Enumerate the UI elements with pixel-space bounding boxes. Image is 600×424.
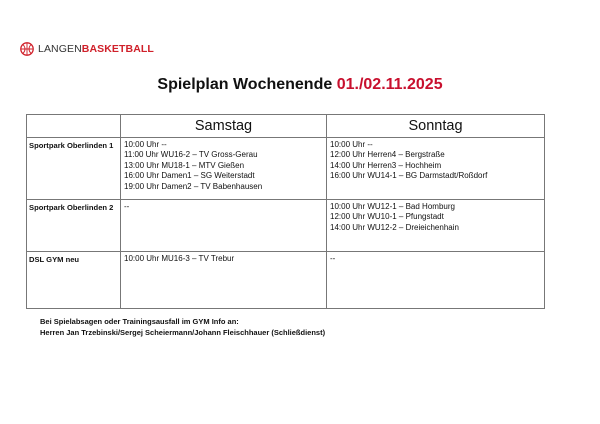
game-entry: 11:00 Uhr WU16-2 – TV Gross-Gerau bbox=[124, 150, 258, 160]
header-sonntag: Sonntag bbox=[327, 115, 545, 138]
game-entry: -- bbox=[124, 202, 130, 211]
game-entry: 10:00 Uhr -- bbox=[124, 140, 167, 149]
game-entry: 16:00 Uhr WU14-1 – BG Darmstadt/Roßdorf bbox=[330, 171, 488, 181]
title-date: 01./02.11.2025 bbox=[336, 76, 443, 93]
title-text: Spielplan Wochenende bbox=[157, 76, 337, 93]
footer-note bbox=[40, 316, 325, 338]
game-entry: 10:00 Uhr MU16-3 – TV Trebur bbox=[124, 254, 235, 263]
venue-cell: Sportpark Oberlinden 1 bbox=[27, 138, 121, 200]
table-row bbox=[27, 138, 545, 200]
game-entry: 16:00 Uhr Damen1 – SG Weiterstadt bbox=[124, 171, 255, 181]
venue-cell: DSL GYM neu bbox=[27, 252, 121, 309]
sonntag-cell bbox=[327, 252, 545, 309]
header-samstag: Samstag bbox=[121, 115, 327, 138]
game-entry: 14:00 Uhr WU12-2 – Dreieichenhain bbox=[330, 222, 459, 232]
footer-line: Herren Jan Trzebinski/Sergej Scheiermann/Johann Fleischhauer (Schließdienst) bbox=[40, 328, 326, 337]
corner-cell bbox=[27, 115, 121, 138]
game-entry: -- bbox=[330, 254, 336, 263]
game-entry: 10:00 Uhr -- bbox=[330, 140, 373, 149]
logo bbox=[20, 40, 154, 58]
game-entry: 12:00 Uhr Herren4 – Bergstraße bbox=[330, 150, 445, 160]
samstag-cell bbox=[121, 138, 327, 200]
game-entry: 14:00 Uhr Herren3 – Hochheim bbox=[330, 160, 442, 170]
sonntag-cell bbox=[327, 200, 545, 252]
game-entry: 10:00 Uhr WU12-1 – Bad Homburg bbox=[330, 202, 455, 211]
header-row bbox=[27, 115, 545, 138]
venue-cell: Sportpark Oberlinden 2 bbox=[27, 200, 121, 252]
samstag-cell bbox=[121, 252, 327, 309]
table-row bbox=[27, 200, 545, 252]
game-entry: 13:00 Uhr MU18-1 – MTV Gießen bbox=[124, 160, 245, 170]
table-row bbox=[27, 252, 545, 309]
logo-text: LANGENBASKETBALL bbox=[38, 43, 154, 55]
sonntag-cell bbox=[327, 138, 545, 200]
page-title bbox=[0, 76, 600, 94]
schedule-table bbox=[26, 114, 545, 309]
samstag-cell bbox=[121, 200, 327, 252]
basketball-logo-icon bbox=[20, 42, 34, 56]
game-entry: 12:00 Uhr WU10-1 – Pfungstadt bbox=[330, 212, 444, 222]
game-entry: 19:00 Uhr Damen2 – TV Babenhausen bbox=[124, 181, 263, 191]
footer-line: Bei Spielabsagen oder Trainingsausfall im GYM Info an: bbox=[40, 317, 239, 326]
